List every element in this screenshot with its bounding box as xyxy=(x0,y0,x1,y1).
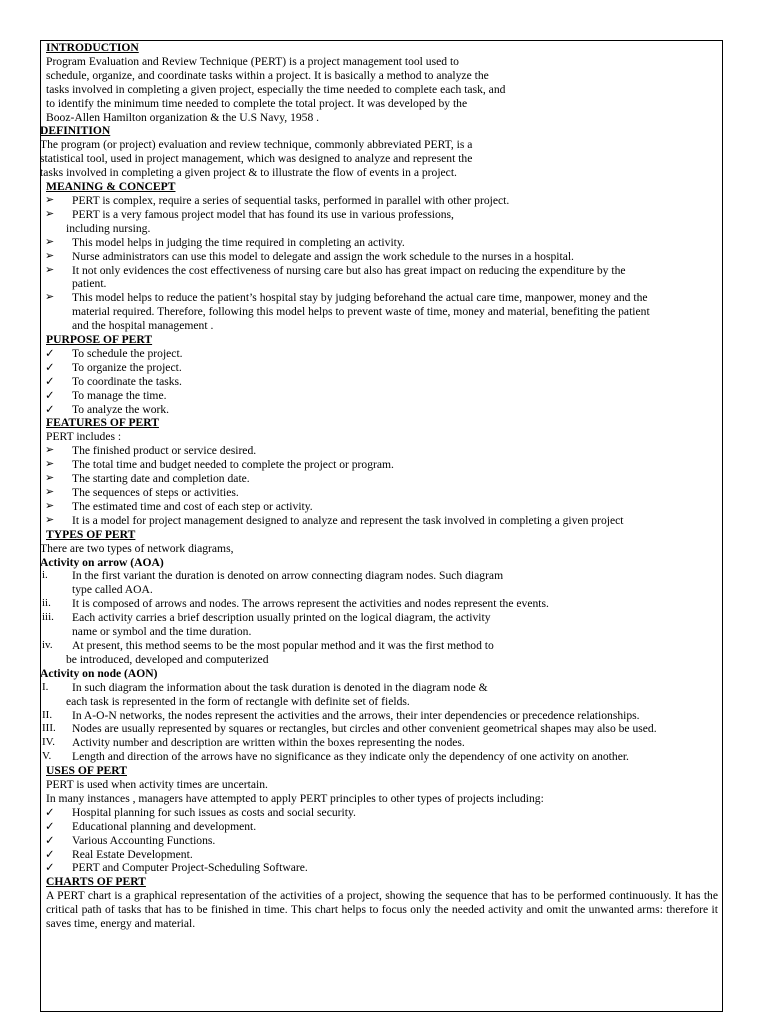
checkmark-icon: ✓ xyxy=(45,833,55,847)
definition-line: tasks involved in completing a given project & to illustrate the flow of events in a project. xyxy=(40,166,457,180)
intro-line: Booz-Allen Hamilton organization & the U.S Navy, 1958 . xyxy=(46,110,320,124)
checkmark-icon: ✓ xyxy=(45,388,55,402)
list-item-continuation: and the hospital management . xyxy=(72,319,214,333)
list-item: IV. Activity number and description are written within the boxes representing the nodes. xyxy=(42,736,465,750)
checkmark-icon: ✓ xyxy=(45,402,55,416)
uses-line: In many instances , managers have attempted to apply PERT principles to other types of projects including: xyxy=(46,791,544,805)
checkmark-icon: ✓ xyxy=(45,861,55,875)
definition-line: statistical tool, used in project management, which was designed to analyze and represent the xyxy=(40,152,473,166)
list-item: ✓ To organize the project. xyxy=(45,360,182,374)
uses-heading: USES OF PERT xyxy=(46,764,127,778)
types-heading: TYPES OF PERT xyxy=(46,527,136,541)
list-item: ➢ The starting date and completion date. xyxy=(45,472,250,486)
arrow-bullet-icon: ➢ xyxy=(45,513,55,526)
aoa-heading: Activity on arrow (AOA) xyxy=(40,555,164,569)
list-item: I. In such diagram the information about the task duration is denoted in the diagram node & xyxy=(42,680,488,694)
arrow-bullet-icon: ➢ xyxy=(45,235,55,248)
intro-heading: INTRODUCTION xyxy=(46,41,139,54)
intro-line: Program Evaluation and Review Technique (PERT) is a project management tool used to xyxy=(46,54,459,68)
intro-line: schedule, organize, and coordinate tasks within a project. It is basically a method to analyze the xyxy=(46,68,489,82)
list-item: ✓ To analyze the work. xyxy=(45,402,170,416)
document xyxy=(40,41,722,931)
checkmark-icon: ✓ xyxy=(45,805,55,819)
arrow-bullet-icon: ➢ xyxy=(45,472,55,485)
list-item: ➢ This model helps to reduce the patient’s hospital stay by judging beforehand the actual care time, manpower, money and the xyxy=(45,291,648,305)
list-item-continuation: material required. Therefore, following this model helps to prevent waste of time, money and material, benefiting the patient xyxy=(72,305,650,319)
list-item: i. In the first variant the duration is denoted on arrow connecting diagram nodes. Such diagram xyxy=(42,569,504,583)
arrow-bullet-icon: ➢ xyxy=(45,291,55,304)
arrow-bullet-icon: ➢ xyxy=(45,458,55,471)
list-item: ➢ The finished product or service desired. xyxy=(45,444,257,458)
list-item-continuation: be introduced, developed and computerized xyxy=(66,652,269,666)
intro-line: tasks involved in completing a given project, especially the time needed to complete each task, and xyxy=(46,82,506,96)
list-item: ➢ PERT is a very famous project model that has found its use in various professions, xyxy=(45,207,454,221)
list-item: ii. It is composed of arrows and nodes. The arrows represent the activities and nodes represent the events. xyxy=(42,597,549,611)
list-item: ➢ It not only evidences the cost effectiveness of nursing care but also has great impact on reducing the expenditure by the xyxy=(45,263,626,277)
list-item: ➢ This model helps in judging the time required in completing an activity. xyxy=(45,235,405,249)
list-item: III. Nodes are usually represented by squares or rectangles, but circles and other convenient geometrical shapes may also be used. xyxy=(42,722,657,736)
list-item: ➢ The sequences of steps or activities. xyxy=(45,486,239,499)
list-item-continuation: name or symbol and the time duration. xyxy=(72,625,252,639)
list-item: ✓ To coordinate the tasks. xyxy=(45,374,182,388)
list-item-continuation: patient. xyxy=(72,277,107,291)
list-item: ✓ PERT and Computer Project-Scheduling Software. xyxy=(45,861,308,875)
list-item: II. In A-O-N networks, the nodes represent the activities and the arrows, their inter dependencies or precedence relationships. xyxy=(42,708,640,722)
list-item: ✓ Hospital planning for such issues as costs and social security. xyxy=(45,805,356,819)
aon-heading: Activity on node (AON) xyxy=(40,666,158,680)
charts-heading: CHARTS OF PERT xyxy=(46,875,146,889)
list-item: ➢ The estimated time and cost of each step or activity. xyxy=(45,499,313,513)
arrow-bullet-icon: ➢ xyxy=(45,499,55,512)
list-item-continuation: including nursing. xyxy=(66,221,151,235)
arrow-bullet-icon: ➢ xyxy=(45,193,55,206)
list-item: iii. Each activity carries a brief description usually printed on the logical diagram, the activity xyxy=(42,611,491,625)
arrow-bullet-icon: ➢ xyxy=(45,263,55,276)
checkmark-icon: ✓ xyxy=(45,346,55,360)
list-item-continuation: each task is represented in the form of rectangle with definite set of fields. xyxy=(66,694,410,708)
definition-line: The program (or project) evaluation and review technique, commonly abbreviated PERT, is a xyxy=(40,138,473,152)
list-item: ➢ It is a model for project management designed to analyze and represent the task involved in completing a given project xyxy=(45,513,624,527)
list-item: ✓ Real Estate Development. xyxy=(45,847,193,861)
list-item: ✓ Various Accounting Functions. xyxy=(45,833,216,847)
checkmark-icon: ✓ xyxy=(45,847,55,861)
definition-heading: DEFINITION xyxy=(40,124,111,138)
arrow-bullet-icon: ➢ xyxy=(45,249,55,262)
list-item: iv. At present, this method seems to be the most popular method and it was the first method to xyxy=(42,638,494,652)
features-heading: FEATURES OF PERT xyxy=(46,416,159,430)
list-item: ➢ The total time and budget needed to complete the project or program. xyxy=(45,458,394,472)
arrow-bullet-icon: ➢ xyxy=(45,444,55,457)
list-item-continuation: type called AOA. xyxy=(72,583,153,597)
list-item: ➢ Nurse administrators can use this model to delegate and assign the work schedule to the nurses in a hospital. xyxy=(45,249,574,263)
checkmark-icon: ✓ xyxy=(45,360,55,374)
list-item: V. Length and direction of the arrows have no significance as they indicate only the dependency of one activity on another. xyxy=(42,750,629,764)
checkmark-icon: ✓ xyxy=(45,374,55,388)
arrow-bullet-icon: ➢ xyxy=(45,486,55,498)
list-item: ✓ To schedule the project. xyxy=(45,346,183,360)
arrow-bullet-icon: ➢ xyxy=(45,207,55,220)
intro-line: to identify the minimum time needed to complete the total project. It was developed by the xyxy=(46,96,468,110)
list-item: ✓ To manage the time. xyxy=(45,388,167,402)
charts-paragraph: A PERT chart is a graphical representation of the activities of a project, showing the sequence that has to be performed continuously. It has the critical path of tasks that has to be finished in time. This chart helps to focus only the needed activity and omit the unwanted arms: therefore it saves time, energy and material. xyxy=(46,889,718,931)
list-item: ✓ Educational planning and development. xyxy=(45,819,257,833)
checkmark-icon: ✓ xyxy=(45,819,55,833)
list-item: ➢ PERT is complex, require a series of sequential tasks, performed in parallel with other project. xyxy=(45,193,510,207)
purpose-heading: PURPOSE OF PERT xyxy=(46,333,153,347)
meaning-heading: MEANING & CONCEPT xyxy=(46,180,176,194)
types-intro: There are two types of network diagrams, xyxy=(40,541,234,555)
uses-line: PERT is used when activity times are uncertain. xyxy=(46,778,268,792)
features-intro: PERT includes : xyxy=(46,430,122,444)
